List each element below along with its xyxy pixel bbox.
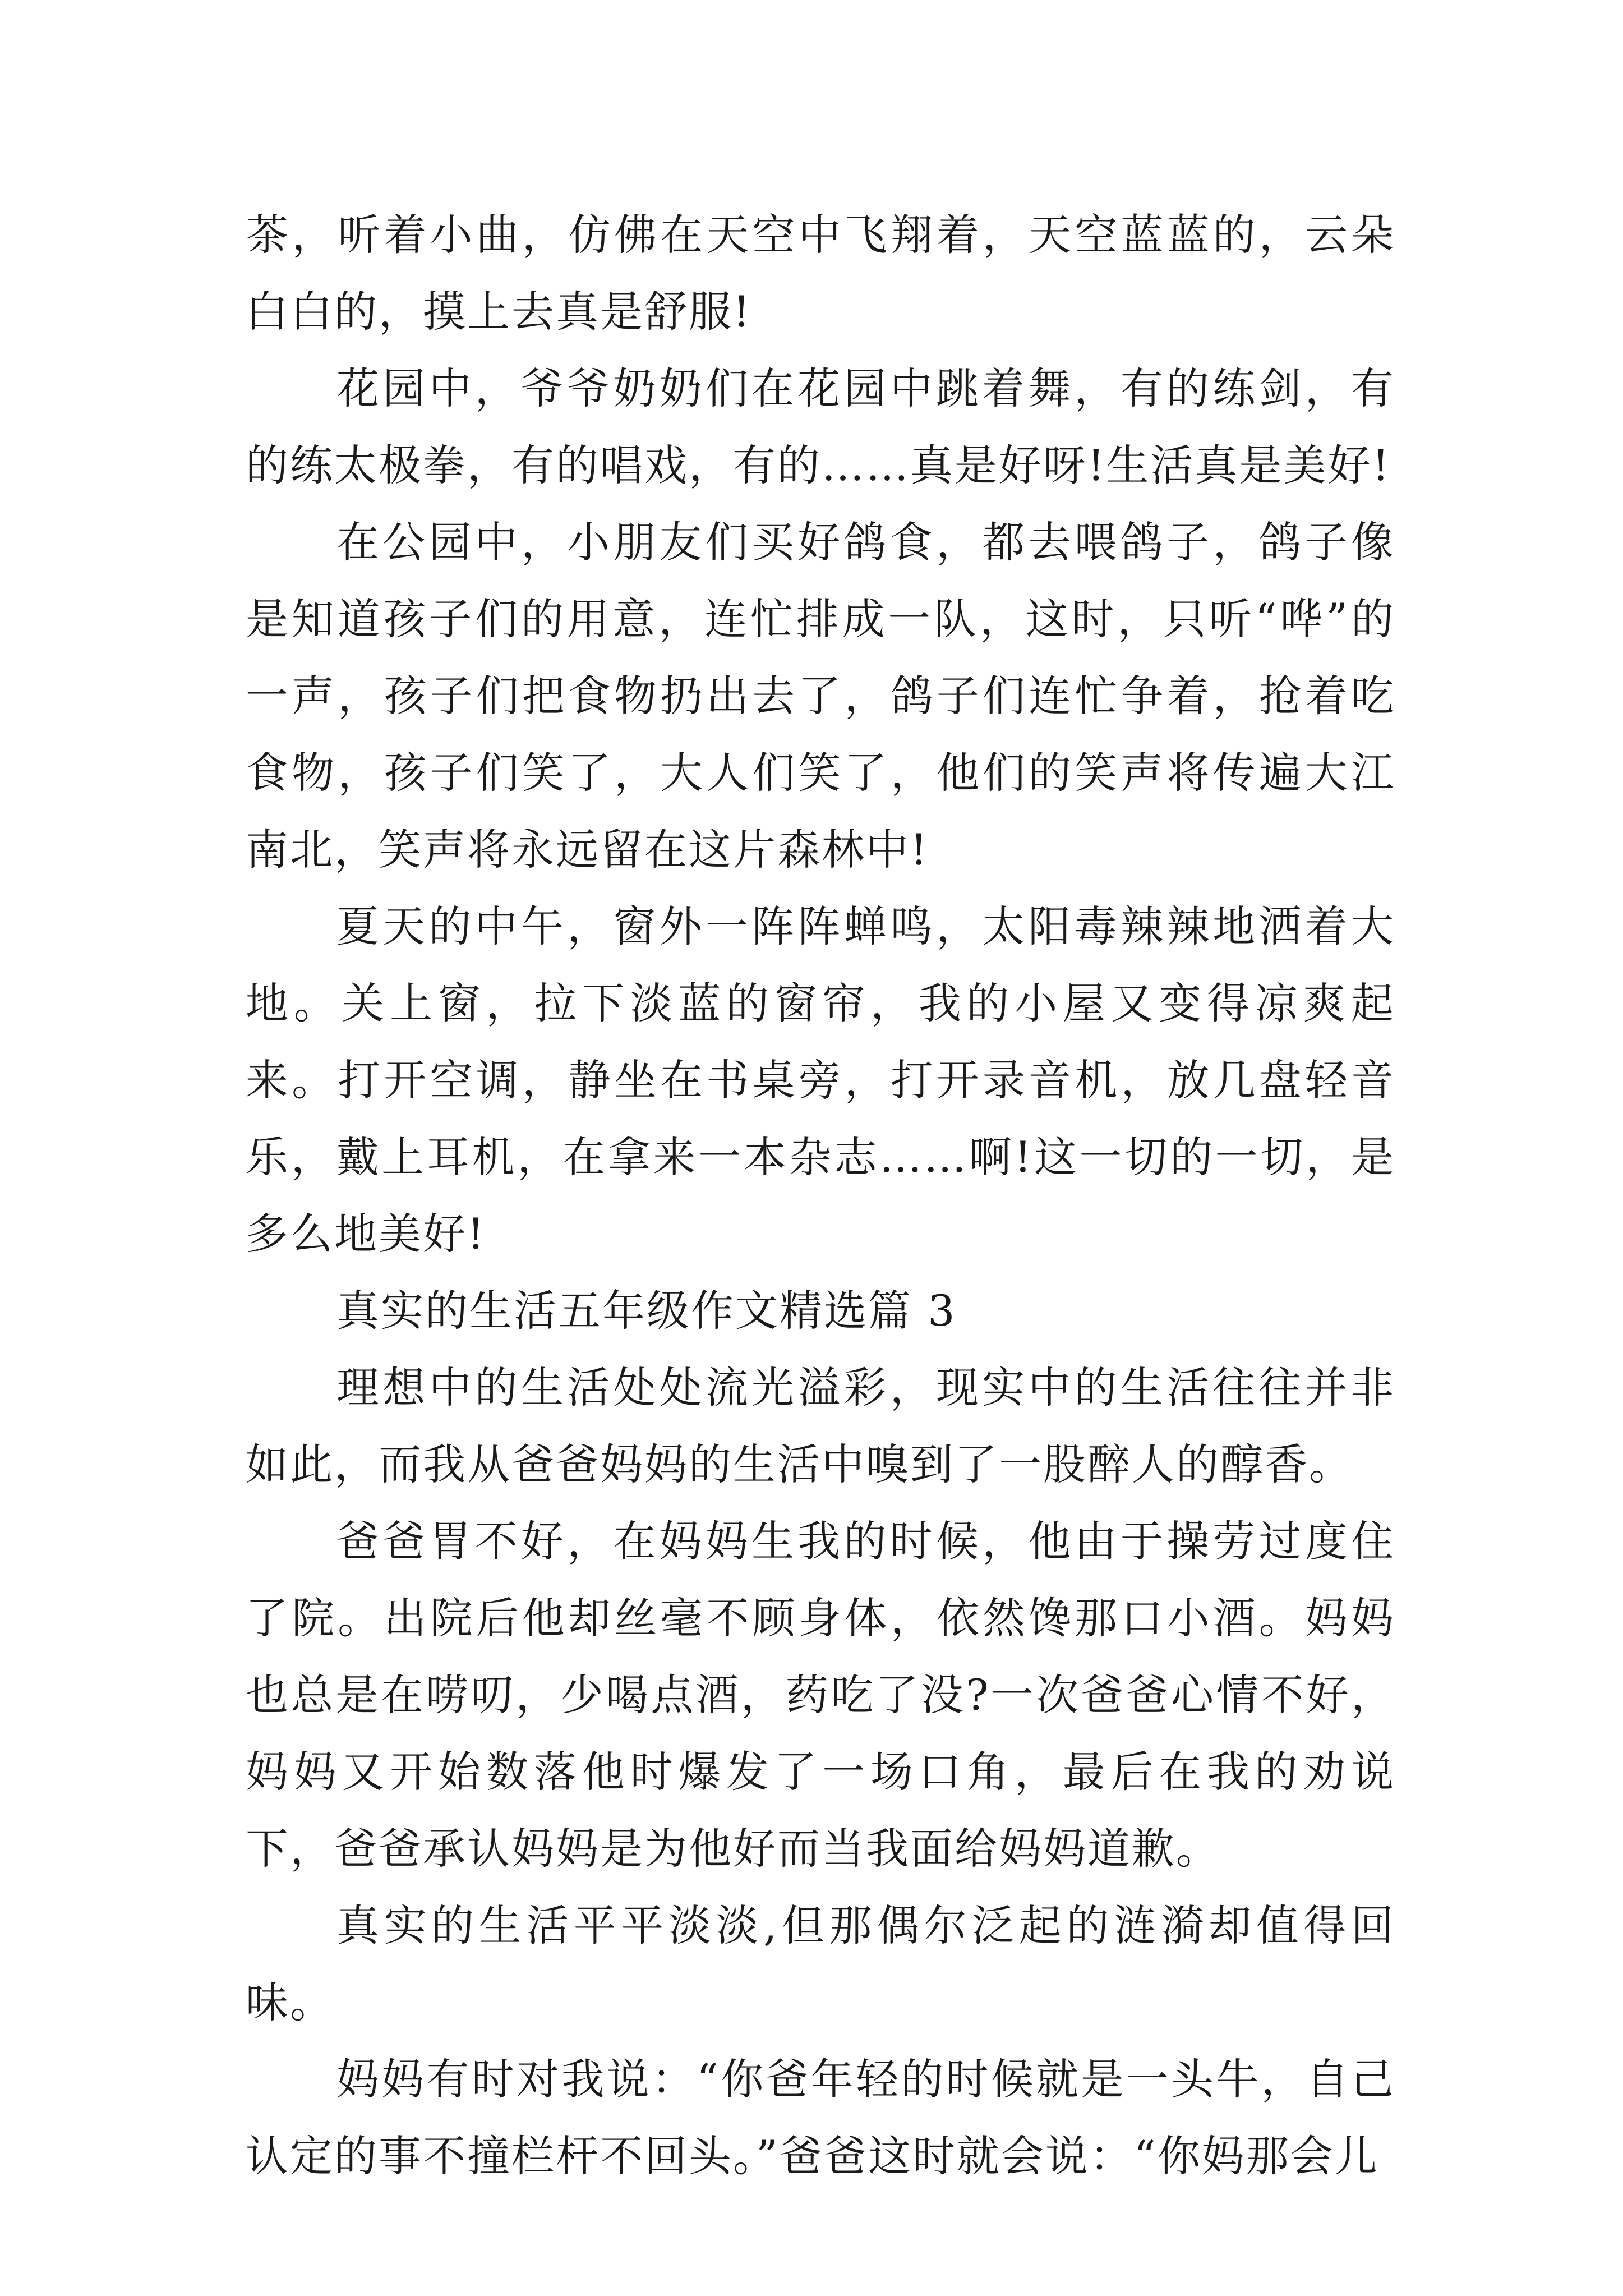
paragraph-2: 花园中，爷爷奶奶们在花园中跳着舞，有的练剑，有的练太极拳，有的唱戏，有的……真是好呀!生活真是美好! — [246, 364, 1395, 490]
section-heading: 真实的生活五年级作文精选篇 3 — [336, 1286, 957, 1336]
paragraph-8: 妈妈有时对我说：“你爸年轻的时候就是一头牛，自己认定的事不撞栏杆不回头。”爸爸这时就会说：“你妈那会儿 — [246, 2054, 1395, 2181]
paragraph-3: 在公园中，小朋友们买好鸽食，都去喂鸽子，鸽子像是知道孩子们的用意，连忙排成一队，这时，只听“哗”的一声，孩子们把食物扔出去了，鸽子们连忙争着，抢着吃食物，孩子们笑了，大人们笑了，他们的笑声将传遍大江南北，笑声将永远留在这片森林中! — [246, 517, 1395, 875]
paragraph-5: 理想中的生活处处流光溢彩，现实中的生活往往并非如此，而我从爸爸妈妈的生活中嗅到了一股醉人的醇香。 — [246, 1363, 1395, 1489]
document-body — [246, 196, 1395, 2194]
paragraph-7: 真实的生活平平淡淡,但那偶尔泛起的涟漪却值得回味。 — [246, 1901, 1395, 2027]
paragraph-1: 茶，听着小曲，仿佛在天空中飞翔着，天空蓝蓝的，云朵白白的，摸上去真是舒服! — [246, 210, 1395, 337]
paragraph-4: 夏天的中午，窗外一阵阵蝉鸣，太阳毒辣辣地洒着大地。关上窗，拉下淡蓝的窗帘，我的小屋又变得凉爽起来。打开空调，静坐在书桌旁，打开录音机，放几盘轻音乐，戴上耳机，在拿来一本杂志……啊!这一切的一切，是多么地美好! — [246, 901, 1395, 1259]
paragraph-6: 爸爸胃不好，在妈妈生我的时候，他由于操劳过度住了院。出院后他却丝毫不顾身体，依然馋那口小酒。妈妈也总是在唠叨，少喝点酒，药吃了没?一次爸爸心情不好，妈妈又开始数落他时爆发了一场口角，最后在我的劝说下，爸爸承认妈妈是为他好而当我面给妈妈道歉。 — [246, 1516, 1395, 1874]
